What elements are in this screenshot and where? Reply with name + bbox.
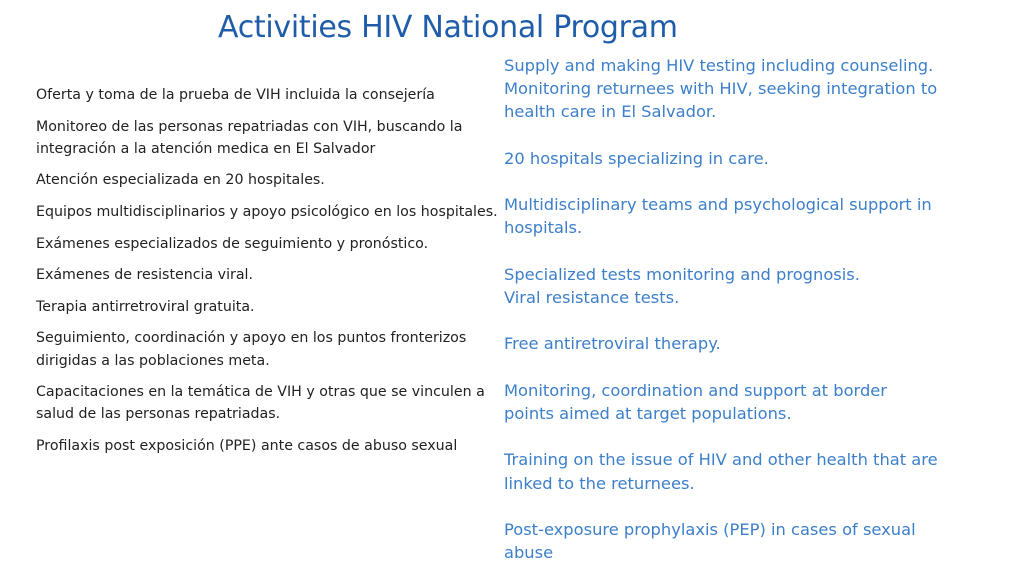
spanish-item: Oferta y toma de la prueba de VIH incluida la consejería xyxy=(36,87,435,103)
english-line: hospitals. xyxy=(504,218,583,238)
spanish-item: Equipos multidisciplinarios y apoyo psicológico en los hospitales. xyxy=(36,203,498,220)
english-line: points aimed at target populations. xyxy=(504,403,792,423)
english-line: Monitoring, coordination and support at border xyxy=(504,380,887,400)
english-line: Post-exposure prophylaxis (PEP) in cases of sexual xyxy=(504,519,916,539)
spanish-item: Seguimiento, coordinación y apoyo en los puntos fronterizos dirigidas a las poblaciones meta. xyxy=(36,330,467,369)
english-line: abuse xyxy=(504,543,554,563)
english-line: linked to the returnees. xyxy=(504,473,695,493)
english-spacer xyxy=(504,356,1004,379)
english-spacer xyxy=(504,425,1004,448)
spanish-item: Terapia antirretroviral gratuita. xyxy=(36,298,255,315)
english-line: health care in El Salvador. xyxy=(504,102,717,122)
english-spacer xyxy=(504,170,1004,193)
spanish-item: Profilaxis post exposición (PPE) ante casos de abuso sexual xyxy=(36,437,458,454)
spanish-column xyxy=(36,84,498,467)
spanish-item: Exámenes especializados de seguimiento y pronóstico. xyxy=(36,235,429,252)
english-line: Supply and making HIV testing including counseling. xyxy=(504,56,934,75)
spanish-item: Atención especializada en 20 hospitales. xyxy=(36,172,325,189)
english-spacer xyxy=(504,240,1004,263)
english-line: Free antiretroviral therapy. xyxy=(504,334,721,354)
english-spacer xyxy=(504,309,1004,332)
english-line: Specialized tests monitoring and prognosis. xyxy=(504,264,860,284)
english-line: Multidisciplinary teams and psychological support in xyxy=(504,195,932,215)
english-line: Training on the issue of HIV and other health that are xyxy=(504,450,938,470)
english-line: 20 hospitals specializing in care. xyxy=(504,148,769,168)
english-spacer xyxy=(504,495,1004,518)
spanish-item: Monitoreo de las personas repatriadas con VIH, buscando la integración a la atención medica en El Salvador xyxy=(36,118,463,157)
spanish-item: Exámenes de resistencia viral. xyxy=(36,267,253,284)
english-column xyxy=(504,54,1004,564)
spanish-item: Capacitaciones en la temática de VIH y otras que se vinculen a salud de las personas repatriadas. xyxy=(36,384,485,423)
english-line: Viral resistance tests. xyxy=(504,287,680,307)
slide-title: Activities HIV National Program xyxy=(218,10,678,45)
english-spacer xyxy=(504,124,1004,147)
english-line: Monitoring returnees with HIV, seeking integration to xyxy=(504,79,938,99)
